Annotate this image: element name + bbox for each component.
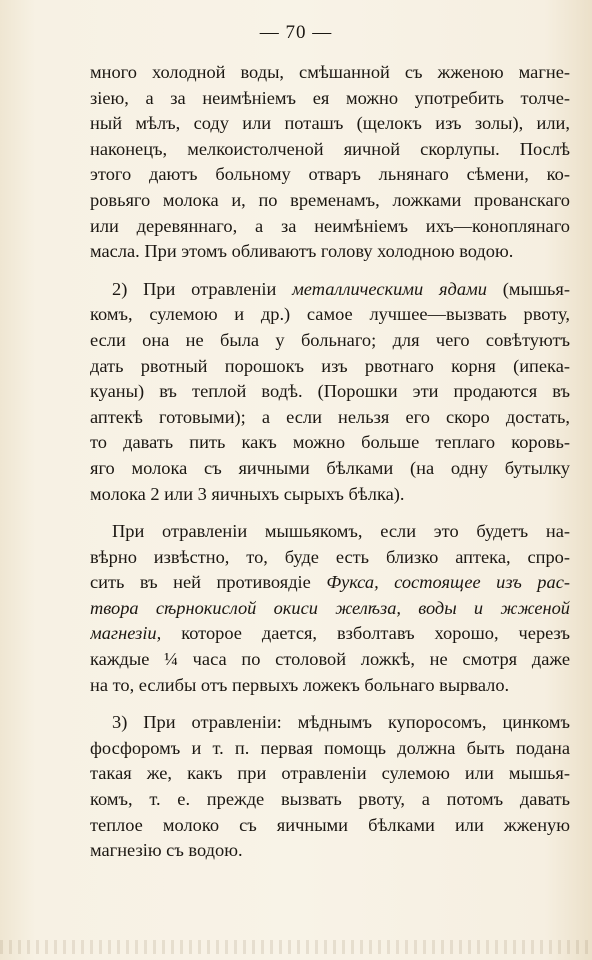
page-edge-texture [0, 940, 592, 954]
text-line: яго молока съ яичными бѣлками (на одну бутылку [90, 457, 570, 478]
text-line: аптекѣ готовыми); а если нельзя его скоро достать, [90, 406, 570, 427]
text-line: куаны) въ теплой водѣ. (Порошки эти продаются въ [90, 381, 570, 402]
paragraph-4 [90, 710, 570, 864]
paragraph-1 [90, 60, 570, 265]
paragraph-3 [90, 519, 570, 698]
text-line: фосфоромъ и т. п. первая помощь должна быть подана [90, 737, 570, 758]
text-line: наконецъ, мелкоистолченой яичной скорлупы. Послѣ [90, 138, 570, 159]
body-text [90, 60, 570, 876]
text-line: если она не была у больнаго; для чего совѣтуютъ [90, 329, 570, 350]
paragraph-2 [90, 277, 570, 507]
italic-phrase: металлическими ядами [292, 278, 487, 299]
text-line: молока 2 или 3 яичныхъ сырыхъ бѣлка). [90, 483, 405, 504]
text-line [90, 596, 570, 622]
text-line: зіею, а за неимѣніемъ ея можно употребить толче- [90, 87, 570, 108]
page-number: — 70 — [259, 22, 333, 43]
text-line: этого даютъ больному отваръ льнянаго сѣмени, ко- [90, 164, 570, 185]
text-line: такая же, какъ при отравленіи сулемою или мышья- [90, 763, 570, 784]
text-line: много холодной воды, смѣшанной съ жженою магне- [90, 62, 570, 82]
text-line: ный мѣлъ, соду или поташъ (щелокъ изъ золы), или, [90, 113, 570, 134]
text-line: теплое молоко съ яичными бѣлками или жженую [90, 814, 570, 835]
text-line: дать рвотный порошокъ изъ рвотнаго корня (ипека- [90, 355, 570, 376]
text-line: При отравленіи мышьякомъ, если это будетъ на- [112, 521, 570, 542]
text-line: комъ, сулемою и др.) самое лучшее—вызвать рвоту, [90, 304, 570, 325]
text-line: то давать пить какъ можно больше теплаго коровь- [90, 432, 570, 453]
text-line: комъ, т. е. прежде вызвать рвоту, а потомъ давать [90, 789, 570, 810]
text-line: ровьяго молока и, по временамъ, ложками прованскаго [90, 189, 570, 210]
text-line: 2) При отравленіи металлическими ядами (мышья- [112, 278, 570, 299]
text-line: вѣрно извѣстно, то, буде есть близко аптека, спро- [90, 546, 570, 567]
text-line: масла. При этомъ обливаютъ голову холодною водою. [90, 241, 514, 262]
italic-phrase: магнезіи, [90, 623, 162, 644]
italic-phrase: Фукса, состоящее изъ рас- [326, 572, 570, 593]
text-line: или деревяннаго, а за неимѣніемъ ихъ—коноплянаго [90, 215, 570, 236]
text-line: магнезію съ водою. [90, 840, 243, 861]
text-line: на то, еслибы отъ первыхъ ложекъ больнаго вырвало. [90, 674, 510, 695]
text-line: сить въ ней противоядіе Фукса, состоящее изъ рас- [90, 572, 570, 593]
text-line: каждые ¼ часа по столовой ложкѣ, не смотря даже [90, 649, 570, 670]
text-line: магнезіи, которое дается, взболтавъ хорошо, черезъ [90, 623, 570, 644]
text-line: 3) При отравленіи: мѣднымъ купоросомъ, цинкомъ [112, 712, 570, 733]
italic-phrase: твора сѣрнокислой окиси желѣза, воды и жженой [90, 597, 570, 618]
